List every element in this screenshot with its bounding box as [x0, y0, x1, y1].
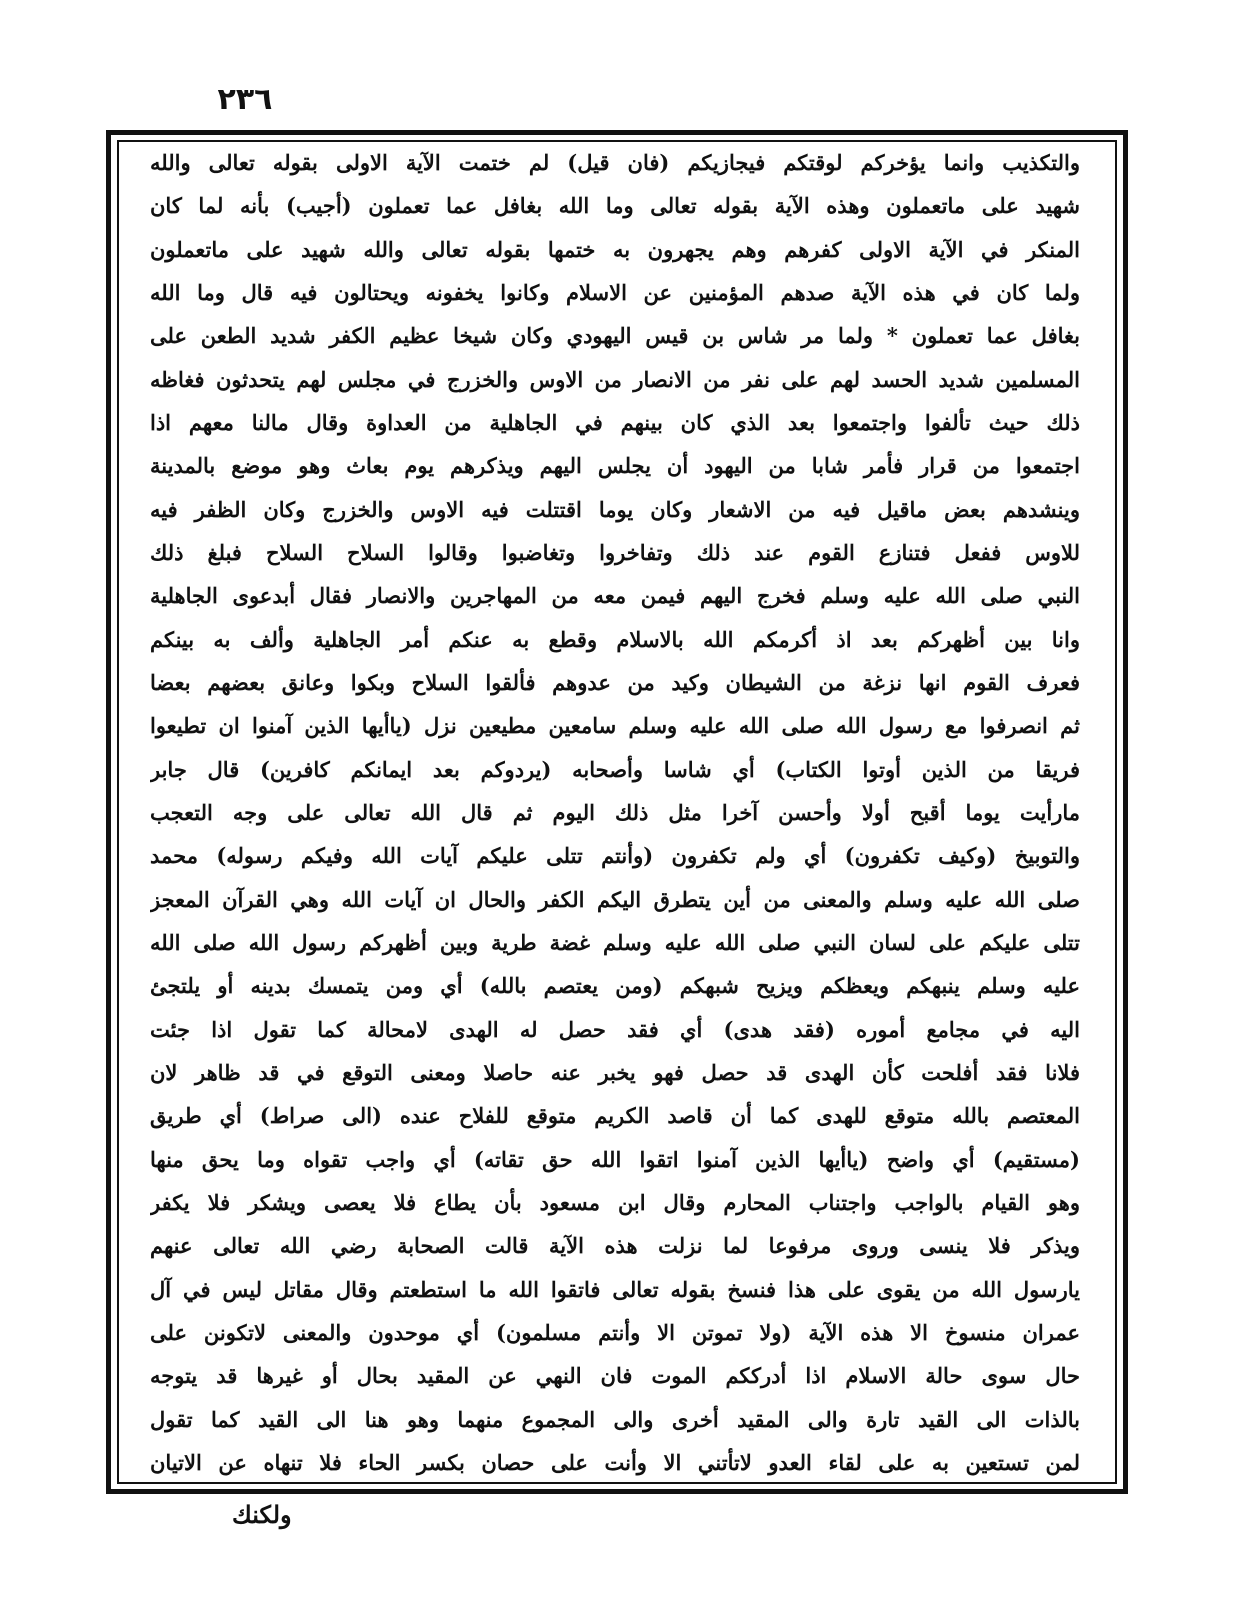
- text-line: فريقا من الذين أوتوا الكتاب) أي شاسا وأصحابه (يردوكم بعد ايمانكم كافرين) قال جابر: [150, 756, 1080, 782]
- text-line: بغافل عما تعملون * ولما مر شاس بن قيس اليهودي وكان شيخا عظيم الكفر شديد الطعن على: [150, 323, 1080, 349]
- text-line: فلانا فقد أفلحت كأن الهدى قد حصل فهو يخبر عنه حاصلا ومعنى التوقع في قد ظاهر لان: [150, 1059, 1080, 1085]
- page-number: ٢٣٦: [217, 82, 273, 117]
- text-line: (مستقيم) أي واضح (ياأيها الذين آمنوا اتقوا الله حق تقاته) أي واجب تقواه وما يحق منها: [150, 1146, 1080, 1172]
- text-block: [150, 148, 1080, 1478]
- text-line: ويذكر فلا ينسى وروى مرفوعا لما نزلت هذه الآية قالت الصحابة رضي الله تعالى عنهم: [150, 1233, 1080, 1259]
- text-line: والتوبيخ (وكيف تكفرون) أي ولم تكفرون (وأنتم تتلى عليكم آيات الله وفيكم رسوله) محمد: [150, 843, 1080, 869]
- text-line: وهو القيام بالواجب واجتناب المحارم وقال ابن مسعود بأن يطاع فلا يعصى ويشكر فلا يكفر: [150, 1189, 1080, 1215]
- text-line: ثم انصرفوا مع رسول الله صلى الله عليه وسلم سامعين مطيعين نزل (ياأيها الذين آمنوا ان تطيعوا: [150, 711, 1080, 741]
- text-line: اليه في مجامع أموره (فقد هدى) أي فقد حصل له الهدى لامحالة كما تقول اذا جئت: [150, 1016, 1080, 1042]
- text-line: شهيد على ماتعملون وهذه الآية بقوله تعالى وما الله بغافل عما تعملون (أجيب) بأنه لما كان: [150, 193, 1080, 219]
- catchword: ولكنك: [232, 1500, 292, 1529]
- text-line: وينشدهم بعض ماقيل فيه من الاشعار وكان يوما اقتتلت فيه الاوس والخزرج وكان الظفر فيه: [150, 496, 1080, 522]
- text-line: النبي صلى الله عليه وسلم فخرج اليهم فيمن معه من المهاجرين والانصار فقال أبدعوى الجاهلية: [150, 583, 1080, 609]
- text-line: فعرف القوم انها نزغة من الشيطان وكيد من عدوهم فألقوا السلاح وبكوا وعانق بعضهم بعضا: [150, 669, 1080, 695]
- text-line: عمران منسوخ الا هذه الآية (ولا تموتن الا وأنتم مسلمون) أي موحدون والمعنى لاتكونن على: [150, 1319, 1080, 1345]
- text-line: ذلك حيث تألفوا واجتمعوا بعد الذي كان بينهم في الجاهلية من العداوة وقال مالنا معهم اذا: [150, 409, 1080, 435]
- text-line: اجتمعوا من قرار فأمر شابا من اليهود أن يجلس اليهم ويذكرهم يوم بعاث وهو موضع بالمدينة: [150, 453, 1080, 479]
- text-line: لمن تستعين به على لقاء العدو لاتأتني الا وأنت على حصان بكسر الحاء فلا تنهاه عن الاتيان: [150, 1449, 1080, 1475]
- text-line: بالذات الى القيد تارة والى المقيد أخرى والى المجموع منهما وهو هنا الى القيد كما تقول: [150, 1406, 1080, 1432]
- text-line: والتكذيب وانما يؤخركم لوقتكم فيجازيكم (فان قيل) لم ختمت الآية الاولى بقوله تعالى والله: [150, 150, 1080, 175]
- text-line: مارأيت يوما أقبح أولا وأحسن آخرا مثل ذلك اليوم ثم قال الله تعالى على وجه التعجب: [150, 799, 1080, 825]
- text-line: حال سوى حالة الاسلام اذا أدرككم الموت فان النهي عن المقيد بحال أو غيرها قد يتوجه: [150, 1363, 1080, 1389]
- text-line: المعتصم بالله متوقع للهدى كما أن قاصد الكريم متوقع للفلاح عنده (الى صراط) أي طريق: [150, 1103, 1080, 1129]
- text-line: عليه وسلم ينبهكم ويعظكم ويزيح شبهكم (ومن يعتصم بالله) أي ومن يتمسك بدينه أو يلتجئ: [150, 973, 1080, 999]
- text-line: للاوس ففعل فتنازع القوم عند ذلك وتفاخروا وتغاضبوا وقالوا السلاح السلاح فبلغ ذلك: [150, 539, 1080, 565]
- text-line: ولما كان في هذه الآية صدهم المؤمنين عن الاسلام وكانوا يخفونه ويحتالون فيه قال وما الله: [150, 279, 1080, 305]
- text-line: المنكر في الآية الاولى كفرهم وهم يجهرون به ختمها بقوله تعالى والله شهيد على ماتعملون: [150, 236, 1080, 262]
- text-line: يارسول الله من يقوى على هذا فنسخ بقوله تعالى فاتقوا الله ما استطعتم وقال مقاتل ليس في آل: [150, 1276, 1080, 1302]
- text-line: المسلمين شديد الحسد لهم على نفر من الانصار من الاوس والخزرج في مجلس لهم يتحدثون فغاظه: [150, 366, 1080, 392]
- text-line: وانا بين أظهركم بعد اذ أكرمكم الله بالاسلام وقطع به عنكم أمر الجاهلية وألف به بينكم: [150, 626, 1080, 652]
- text-line: صلى الله عليه وسلم والمعنى من أين يتطرق اليكم الكفر والحال ان آيات الله وهي القرآن المعجز: [150, 886, 1080, 912]
- text-line: تتلى عليكم على لسان النبي صلى الله عليه وسلم غضة طرية وبين أظهركم رسول الله صلى الله: [150, 929, 1080, 955]
